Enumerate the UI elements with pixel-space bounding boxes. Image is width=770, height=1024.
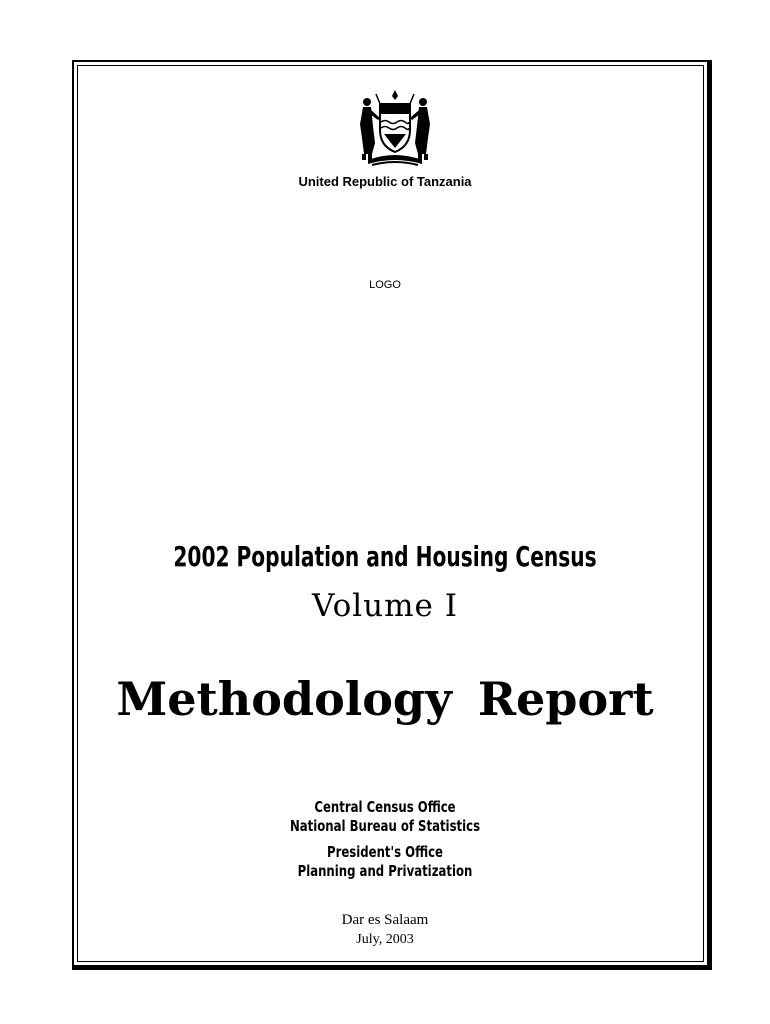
- report-title: Methodology Report: [116, 672, 654, 726]
- publisher-line: Central Census Office: [314, 798, 456, 816]
- coat-of-arms-icon: [354, 88, 436, 168]
- logo-placeholder: LOGO: [369, 279, 401, 291]
- volume-label: Volume I: [312, 588, 458, 624]
- country-name: United Republic of Tanzania: [298, 174, 472, 189]
- publication-city: Dar es Salaam: [341, 912, 429, 928]
- publisher-line: President's Office: [327, 843, 443, 861]
- publisher-line: National Bureau of Statistics: [289, 817, 481, 835]
- publication-date: July, 2003: [356, 932, 414, 947]
- publisher-line: Planning and Privatization: [297, 862, 473, 880]
- census-title: 2002 Population and Housing Census: [173, 540, 597, 573]
